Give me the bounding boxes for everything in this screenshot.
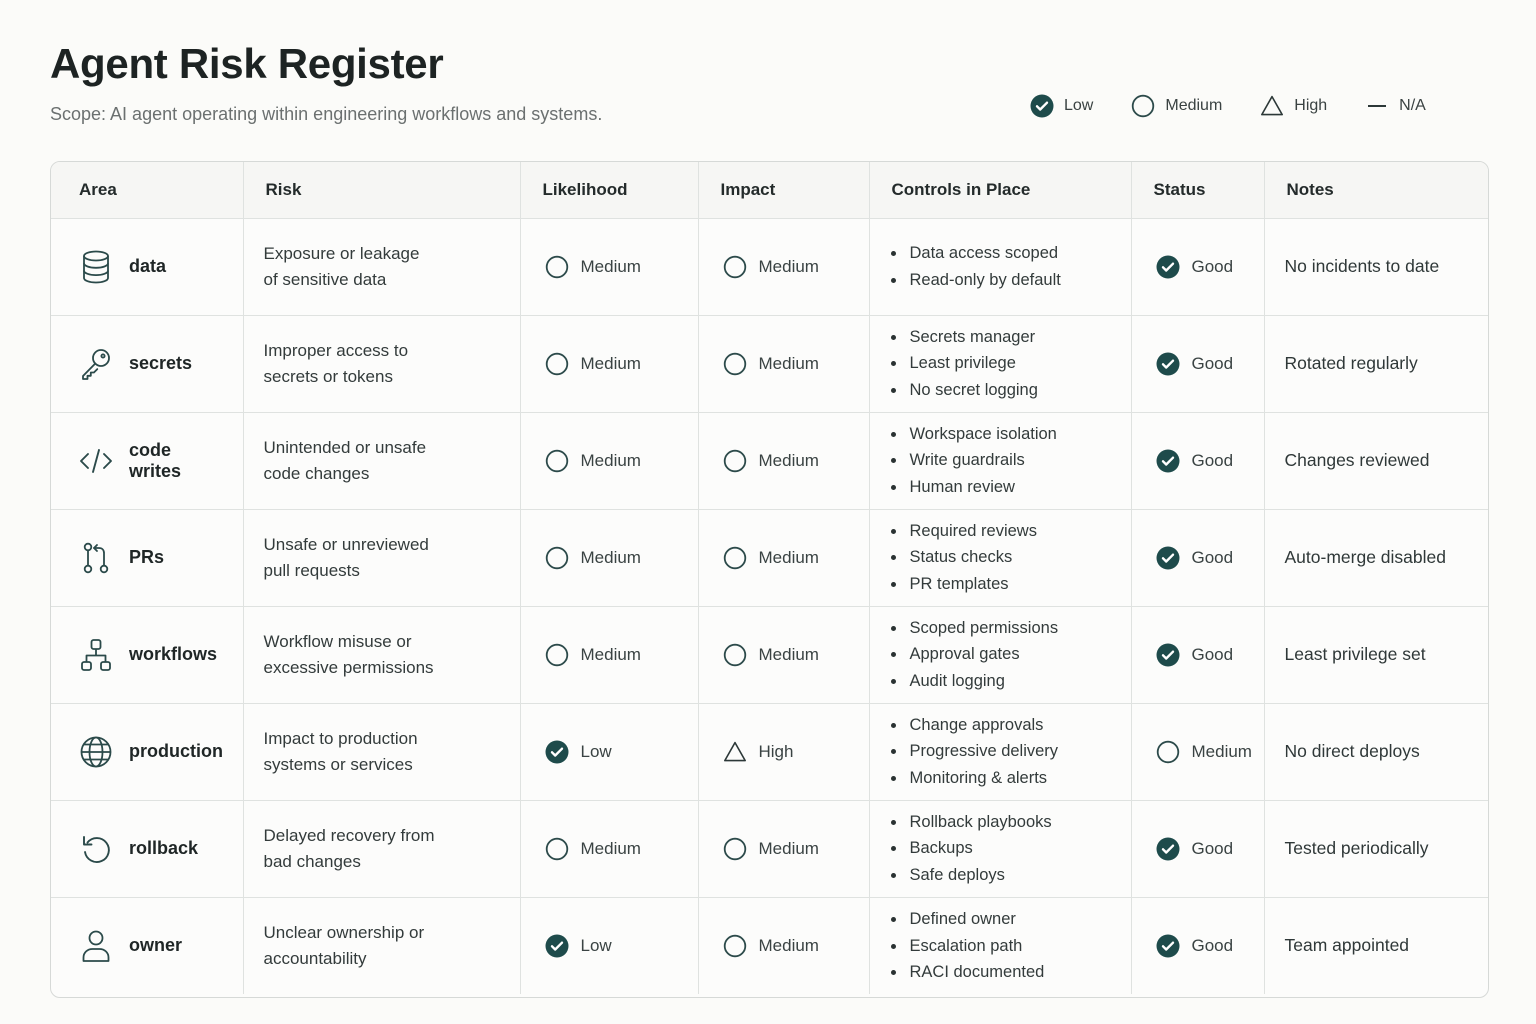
cell-likelihood xyxy=(520,412,698,509)
risk-line: code changes xyxy=(263,463,370,483)
likelihood-badge-label: Medium xyxy=(580,547,641,567)
likelihood-badge xyxy=(541,255,678,279)
control-item: Escalation path xyxy=(890,933,1111,960)
table-row xyxy=(51,703,1489,800)
cell-notes: Changes reviewed xyxy=(1264,412,1489,509)
table-row xyxy=(51,218,1489,315)
likelihood-badge xyxy=(541,449,678,473)
workflow-icon xyxy=(79,638,113,672)
triangle-icon xyxy=(1260,94,1284,118)
risk-line: systems or services xyxy=(263,754,413,774)
cell-status xyxy=(1131,315,1264,412)
cell-impact xyxy=(698,897,869,994)
cell-notes: No direct deploys xyxy=(1264,703,1489,800)
pull-request-icon xyxy=(79,541,113,575)
control-item: RACI documented xyxy=(890,959,1111,986)
impact-badge xyxy=(719,643,849,667)
risk-line: Delayed recovery from xyxy=(263,825,435,845)
dash-icon xyxy=(1365,94,1389,118)
impact-badge xyxy=(719,934,849,958)
cell-risk xyxy=(243,897,520,994)
cell-impact xyxy=(698,800,869,897)
circle-outline-icon xyxy=(723,934,747,958)
impact-badge-label: Medium xyxy=(758,838,819,858)
cell-likelihood xyxy=(520,509,698,606)
likelihood-badge-label: Medium xyxy=(580,256,641,276)
control-item: PR templates xyxy=(890,571,1111,598)
cell-status xyxy=(1131,897,1264,994)
database-icon xyxy=(79,250,113,284)
controls-list xyxy=(890,809,1111,889)
area-name: workflows xyxy=(129,644,218,664)
risk-line: Impact to production xyxy=(263,728,418,748)
check-circle-icon xyxy=(1156,643,1180,667)
controls-list xyxy=(890,518,1111,598)
check-circle-icon xyxy=(1156,255,1180,279)
cell-notes: Tested periodically xyxy=(1264,800,1489,897)
cell-impact xyxy=(698,606,869,703)
column-header-impact: Impact xyxy=(698,162,869,218)
page-title: Agent Risk Register xyxy=(50,40,444,87)
risk-line: pull requests xyxy=(263,560,360,580)
control-item: No secret logging xyxy=(890,377,1111,404)
column-header-risk: Risk xyxy=(243,162,520,218)
check-circle-icon xyxy=(545,934,569,958)
impact-badge xyxy=(719,352,849,376)
control-item: Write guardrails xyxy=(890,447,1111,474)
cell-notes: Team appointed xyxy=(1284,935,1410,956)
cell-likelihood xyxy=(520,315,698,412)
cell-area xyxy=(51,315,243,412)
circle-outline-icon xyxy=(545,643,569,667)
controls-list xyxy=(890,240,1111,293)
check-circle-icon xyxy=(1156,352,1180,376)
control-item: Data access scoped xyxy=(890,240,1111,267)
status-badge xyxy=(1152,934,1244,958)
controls-list xyxy=(890,615,1111,695)
column-header-likelihood: Likelihood xyxy=(520,162,698,218)
cell-risk xyxy=(243,703,520,800)
circle-outline-icon xyxy=(723,546,747,570)
area-name: rollback xyxy=(129,838,199,858)
circle-outline-icon xyxy=(545,352,569,376)
area-name: production xyxy=(129,741,223,761)
cell-impact xyxy=(698,412,869,509)
circle-outline-icon xyxy=(545,837,569,861)
impact-badge-label: High xyxy=(758,741,794,761)
control-item: Secrets manager xyxy=(890,324,1111,351)
control-item: Backups xyxy=(890,835,1111,862)
legend-label: Medium xyxy=(1165,97,1223,114)
cell-risk xyxy=(243,509,520,606)
area-name: data xyxy=(129,256,167,276)
control-item: Progressive delivery xyxy=(890,738,1111,765)
table-row xyxy=(51,606,1489,703)
cell-controls xyxy=(869,703,1131,800)
cell-notes: Least privilege set xyxy=(1264,606,1489,703)
cell-status xyxy=(1131,218,1264,315)
cell-area xyxy=(51,800,243,897)
control-item: Rollback playbooks xyxy=(890,809,1111,836)
column-header-controls: Controls in Place xyxy=(869,162,1131,218)
likelihood-badge-label: Medium xyxy=(580,450,641,470)
controls-list xyxy=(890,712,1111,792)
cell-controls xyxy=(869,218,1131,315)
cell-risk xyxy=(243,218,520,315)
check-circle-icon xyxy=(1156,934,1180,958)
status-badge xyxy=(1152,255,1244,279)
impact-badge-label: Medium xyxy=(758,256,819,276)
cell-risk xyxy=(243,412,520,509)
control-item: Monitoring & alerts xyxy=(890,765,1111,792)
cell-status xyxy=(1131,703,1264,800)
check-circle-icon xyxy=(1156,546,1180,570)
legend xyxy=(1030,92,1426,120)
cell-area xyxy=(51,218,243,315)
cell-risk xyxy=(243,800,520,897)
legend-label: High xyxy=(1294,97,1328,114)
legend-label: N/A xyxy=(1399,97,1426,114)
likelihood-badge xyxy=(541,352,678,376)
risk-line: accountability xyxy=(263,948,367,968)
likelihood-badge xyxy=(541,740,678,764)
cell-notes: Auto-merge disabled xyxy=(1264,509,1489,606)
cell-status xyxy=(1131,606,1264,703)
cell-notes: No incidents to date xyxy=(1264,218,1489,315)
table-row xyxy=(51,800,1489,897)
likelihood-badge-label: Low xyxy=(580,935,612,955)
check-circle-icon xyxy=(1030,94,1054,118)
impact-badge xyxy=(719,546,849,570)
check-circle-icon xyxy=(1156,837,1180,861)
circle-outline-icon xyxy=(545,449,569,473)
cell-impact xyxy=(698,218,869,315)
control-item: Read-only by default xyxy=(890,267,1111,294)
cell-status xyxy=(1131,800,1264,897)
controls-list xyxy=(890,421,1111,501)
risk-line: of sensitive data xyxy=(263,269,387,289)
cell-controls xyxy=(869,412,1131,509)
control-item: Human review xyxy=(890,474,1111,501)
key-icon xyxy=(79,347,113,381)
controls-list xyxy=(890,906,1111,986)
circle-outline-icon xyxy=(1131,94,1155,118)
status-badge-label: Good xyxy=(1191,838,1234,858)
table-row xyxy=(51,412,1489,509)
risk-line: excessive permissions xyxy=(263,657,434,677)
circle-outline-icon xyxy=(723,255,747,279)
impact-badge xyxy=(719,740,849,764)
impact-badge xyxy=(719,837,849,861)
legend-item-medium xyxy=(1131,94,1222,118)
check-circle-icon xyxy=(1156,449,1180,473)
risk-line: Unclear ownership or xyxy=(263,922,425,942)
risk-table xyxy=(50,161,1489,998)
status-badge xyxy=(1152,449,1244,473)
cell-likelihood xyxy=(520,703,698,800)
cell-impact xyxy=(698,703,869,800)
cell-likelihood xyxy=(520,897,698,994)
likelihood-badge xyxy=(541,546,678,570)
cell-area xyxy=(51,509,243,606)
page-subtitle: Scope: AI agent operating within engineering workflows and systems. xyxy=(50,104,603,124)
table-header-row xyxy=(51,162,1489,218)
likelihood-badge-label: Medium xyxy=(580,353,641,373)
cell-controls xyxy=(869,606,1131,703)
control-item: Safe deploys xyxy=(890,862,1111,889)
status-badge-label: Good xyxy=(1191,256,1234,276)
circle-outline-icon xyxy=(545,546,569,570)
cell-likelihood xyxy=(520,800,698,897)
status-badge xyxy=(1152,546,1244,570)
cell-area xyxy=(51,703,243,800)
cell-controls xyxy=(869,800,1131,897)
cell-likelihood xyxy=(520,606,698,703)
status-badge-label: Good xyxy=(1191,353,1234,373)
legend-label: Low xyxy=(1064,97,1094,114)
status-badge-label: Good xyxy=(1191,450,1234,470)
area-name: PRs xyxy=(129,547,165,567)
cell-notes: Rotated regularly xyxy=(1264,315,1489,412)
table-row xyxy=(51,897,1489,994)
control-item: Required reviews xyxy=(890,518,1111,545)
circle-outline-icon xyxy=(723,449,747,473)
likelihood-badge xyxy=(541,934,678,958)
risk-line: bad changes xyxy=(263,851,361,871)
globe-icon xyxy=(79,735,113,769)
status-badge-label: Good xyxy=(1191,935,1234,955)
likelihood-badge-label: Low xyxy=(580,741,612,761)
risk-line: Exposure or leakage xyxy=(263,243,420,263)
cell-area xyxy=(51,897,243,994)
cell-risk xyxy=(243,315,520,412)
impact-badge-label: Medium xyxy=(758,450,819,470)
cell-impact xyxy=(698,315,869,412)
area-name: owner xyxy=(129,935,183,956)
status-badge xyxy=(1152,837,1244,861)
cell-area xyxy=(51,412,243,509)
status-badge xyxy=(1152,352,1244,376)
status-badge xyxy=(1152,740,1252,764)
cell-controls xyxy=(869,897,1131,994)
circle-outline-icon xyxy=(1156,740,1180,764)
cell-controls xyxy=(869,315,1131,412)
likelihood-badge-label: Medium xyxy=(580,838,641,858)
check-circle-icon xyxy=(545,740,569,764)
column-header-area: Area xyxy=(51,162,243,218)
control-item: Status checks xyxy=(890,544,1111,571)
legend-item-high xyxy=(1260,94,1327,118)
impact-badge-label: Medium xyxy=(758,644,819,664)
cell-likelihood xyxy=(520,218,698,315)
control-item: Change approvals xyxy=(890,712,1111,739)
impact-badge xyxy=(719,255,849,279)
cell-status xyxy=(1131,509,1264,606)
legend-item-low xyxy=(1030,94,1093,118)
risk-line: secrets or tokens xyxy=(263,366,393,386)
cell-controls xyxy=(869,509,1131,606)
likelihood-badge xyxy=(541,837,678,861)
risk-line: Workflow misuse or xyxy=(263,631,412,651)
risk-line: Improper access to xyxy=(263,340,409,360)
cell-risk xyxy=(243,606,520,703)
control-item: Defined owner xyxy=(890,906,1111,933)
control-item: Approval gates xyxy=(890,641,1111,668)
impact-badge-label: Medium xyxy=(758,353,819,373)
likelihood-badge xyxy=(541,643,678,667)
impact-badge-label: Medium xyxy=(758,935,819,955)
cell-status xyxy=(1131,412,1264,509)
table-row xyxy=(51,509,1489,606)
risk-line: Unsafe or unreviewed xyxy=(263,534,429,554)
risk-line: Unintended or unsafe xyxy=(263,437,427,457)
circle-outline-icon xyxy=(723,837,747,861)
status-badge xyxy=(1152,643,1244,667)
likelihood-badge-label: Medium xyxy=(580,644,641,664)
user-icon xyxy=(79,929,113,963)
undo-icon xyxy=(79,832,113,866)
status-badge-label: Good xyxy=(1191,547,1234,567)
control-item: Audit logging xyxy=(890,668,1111,695)
triangle-icon xyxy=(723,740,747,764)
column-header-status: Status xyxy=(1131,162,1264,218)
cell-impact xyxy=(698,509,869,606)
legend-item-na xyxy=(1365,94,1426,118)
status-badge-label: Good xyxy=(1191,644,1234,664)
area-name: secrets xyxy=(129,353,193,373)
cell-area xyxy=(51,606,243,703)
impact-badge xyxy=(719,449,849,473)
area-name: code writes xyxy=(129,439,182,481)
control-item: Scoped permissions xyxy=(890,615,1111,642)
controls-list xyxy=(890,324,1111,404)
control-item: Least privilege xyxy=(890,350,1111,377)
status-badge-label: Medium xyxy=(1191,741,1252,761)
circle-outline-icon xyxy=(723,643,747,667)
column-header-notes: Notes xyxy=(1264,162,1489,218)
circle-outline-icon xyxy=(723,352,747,376)
circle-outline-icon xyxy=(545,255,569,279)
control-item: Workspace isolation xyxy=(890,421,1111,448)
impact-badge-label: Medium xyxy=(758,547,819,567)
table-row xyxy=(51,315,1489,412)
code-icon xyxy=(79,444,113,478)
